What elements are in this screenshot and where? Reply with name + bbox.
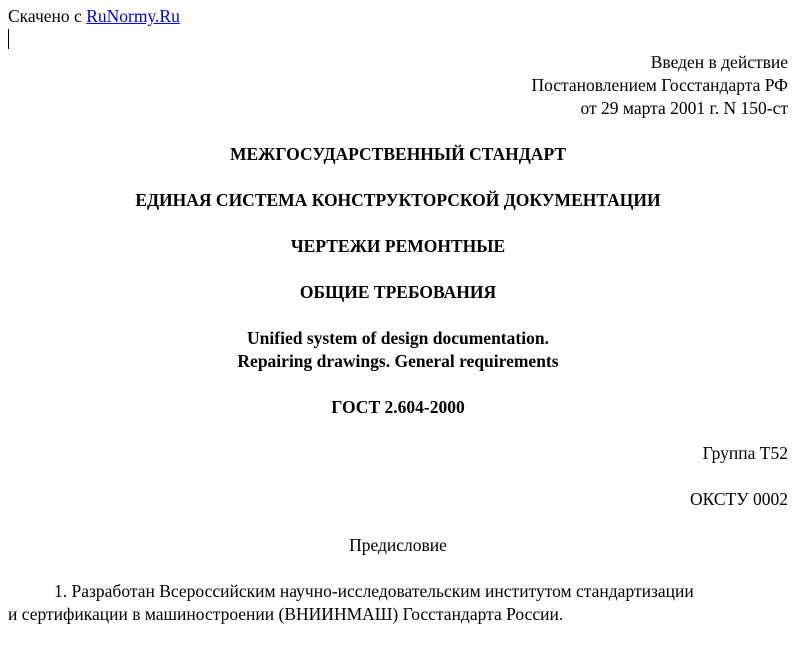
intro-line-3: от 29 марта 2001 г. N 150-ст [580,98,788,118]
gost-number: ГОСТ 2.604-2000 [331,397,465,417]
drawings-title: ЧЕРТЕЖИ РЕМОНТНЫЕ [290,236,506,256]
requirements-title: ОБЩИЕ ТРЕБОВАНИЯ [299,282,497,302]
system-title: ЕДИНАЯ СИСТЕМА КОНСТРУКТОРСКОЙ ДОКУМЕНТАЦИИ [135,190,661,210]
text-cursor [8,29,9,49]
foreword-heading: Предисловие [349,535,447,555]
group-code: Группа Т52 [702,443,788,463]
source-line [8,6,180,26]
source-prefix: Скачено с [8,6,82,26]
english-title-line-2: Repairing drawings. General requirements [237,351,559,371]
intro-line-1: Введен в действие [650,52,788,72]
source-link[interactable]: RuNormy.Ru [86,6,180,26]
english-title-line-1: Unified system of design documentation. [247,328,549,348]
document-page [8,0,788,646]
foreword-paragraph-1-line-1: 1. Разработан Всероссийским научно-исследовательским институтом стандартизации [54,581,694,601]
foreword-paragraph-1-line-2: и сертификации в машиностроении (ВНИИНМАШ) Госстандарта России. [8,604,564,624]
oksu-code: ОКСТУ 0002 [689,489,788,509]
standard-type-title: МЕЖГОСУДАРСТВЕННЫЙ СТАНДАРТ [229,144,567,164]
intro-line-2: Постановлением Госстандарта РФ [531,75,788,95]
